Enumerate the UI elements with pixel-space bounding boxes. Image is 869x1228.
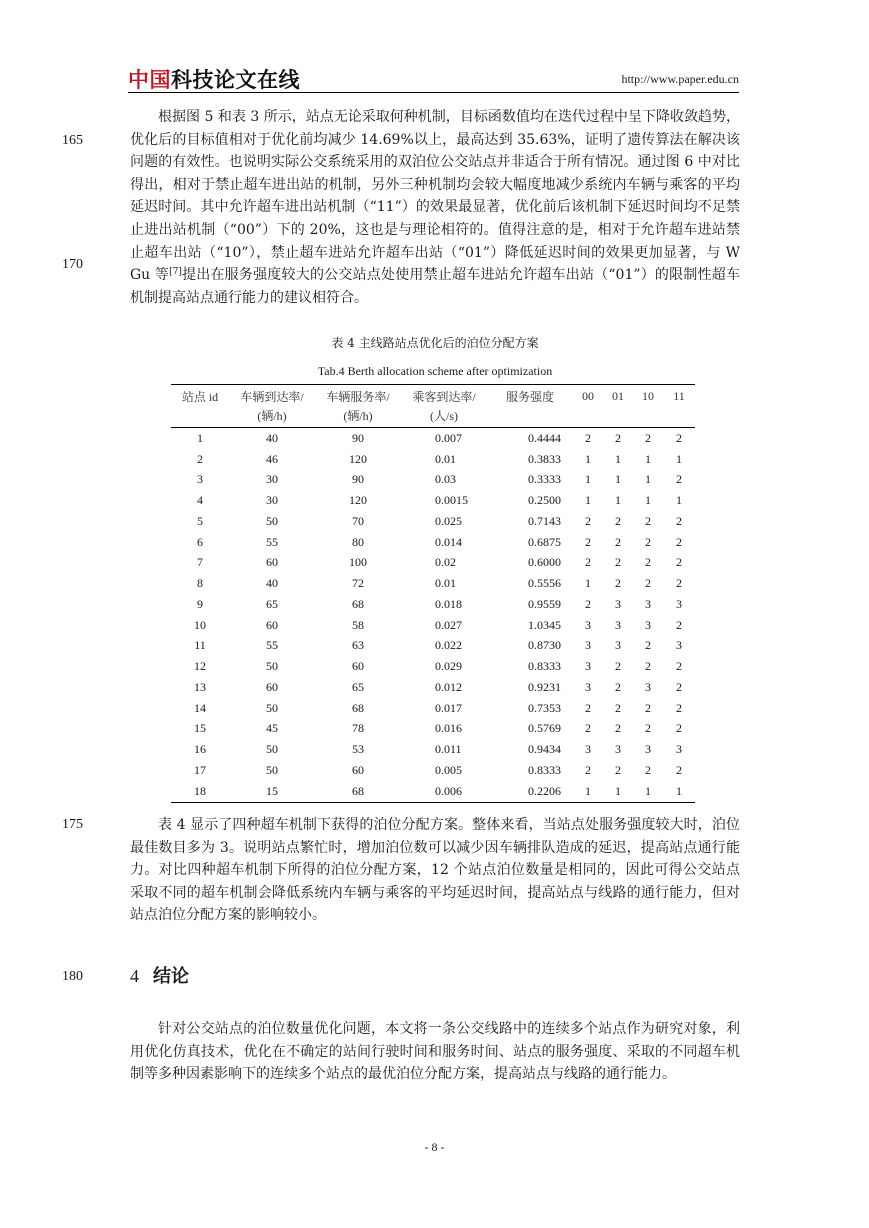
table-cell: 0.006	[401, 781, 487, 802]
table-cell: 0.007	[435, 430, 462, 445]
table-cell: 3	[645, 742, 651, 757]
table-cell: 1.0345	[528, 617, 561, 632]
table-cell: 0.3333	[528, 472, 561, 487]
table-cell: 0.012	[435, 679, 462, 694]
table-row	[171, 553, 695, 574]
table-cell: 2	[585, 555, 591, 570]
table-cell: 10	[194, 617, 206, 632]
table-header-unit-cell	[573, 407, 603, 428]
table-caption-cn: 表 4 主线路站点优化后的泊位分配方案	[331, 336, 539, 350]
logo-part-black: 科技论文在线	[171, 68, 300, 92]
table-cell: 9	[197, 596, 203, 611]
table-cell: 30	[266, 493, 278, 508]
table-cell: 90	[352, 430, 364, 445]
table-cell: 2	[585, 721, 591, 736]
table-cell: 40	[266, 430, 278, 445]
table-cell: 1	[663, 781, 695, 802]
table-cell: 2	[676, 513, 682, 528]
table-cell: 3	[645, 596, 651, 611]
table-cell: 0.014	[435, 534, 462, 549]
table-cell: 3	[615, 638, 621, 653]
table-cell: 0.8730	[528, 638, 561, 653]
table-cell: 0.4444	[528, 430, 561, 445]
table-cell: 0.3833	[528, 451, 561, 466]
table-header-unit-cell	[633, 407, 663, 428]
table-cell: 0.7353	[528, 700, 561, 715]
table-cell: 2	[585, 762, 591, 777]
table-cell: 2	[585, 596, 591, 611]
table-cell: 15	[229, 781, 315, 802]
line-number-180: 180	[62, 969, 83, 984]
line-number-170: 170	[62, 257, 83, 272]
table-cell: 2	[615, 555, 621, 570]
table-cell: 1	[585, 451, 591, 466]
table-cell: 1	[676, 451, 682, 466]
table-cell: 50	[266, 700, 278, 715]
section-title: 结论	[153, 966, 189, 987]
table-cell: 1	[676, 493, 682, 508]
table-header-cell: 乘客到达率/	[401, 385, 487, 408]
table-header-unit-cell	[487, 407, 573, 428]
table-header-cell: 11	[663, 385, 695, 408]
paragraph-results-part2: 提出在服务强度较大的公交站点处使用禁止超车进站允许超车出站（“01”）的限制性超车机制提高站点通行能力的建议相符合。	[130, 267, 740, 306]
table-row	[171, 449, 695, 470]
table-cell: 1	[603, 781, 633, 802]
journal-logo	[128, 64, 300, 94]
table-cell: 2	[197, 451, 203, 466]
paragraph-table-discussion: 表 4 显示了四种超车机制下获得的泊位分配方案。整体来看，当站点处服务强度较大时，泊位最佳数目多为 3。说明站点繁忙时，增加泊位数可以减少因车辆排队造成的延迟，提高站点通行能力。对比四种超车机制下所得的泊位分配方案，12 个站点泊位数量是相同的，因此可得公交站点采取不同的超车机制会降低系统内车辆与乘客的平均延迟时间，提高站点与线路的通行能力，但对站点泊位分配方案的影响较小。	[130, 817, 740, 924]
table-row	[171, 594, 695, 615]
table-cell: 2	[676, 472, 682, 487]
table-cell: 0.9559	[528, 596, 561, 611]
table-cell: 11	[194, 638, 206, 653]
table-row	[171, 760, 695, 781]
table-cell: 50	[266, 659, 278, 674]
table-cell: 0.029	[435, 659, 462, 674]
table-cell: 68	[315, 781, 401, 802]
table-cell: 46	[266, 451, 278, 466]
paragraph-results	[130, 106, 740, 309]
table-cell: 18	[171, 781, 229, 802]
table-cell: 6	[197, 534, 203, 549]
table-row	[171, 428, 695, 449]
table-cell: 40	[266, 576, 278, 591]
table-cell: 3	[676, 742, 682, 757]
table-cell: 5	[197, 513, 203, 528]
table-header-unit-cell	[663, 407, 695, 428]
table-cell: 2	[585, 700, 591, 715]
table-row	[171, 490, 695, 511]
table-cell: 0.02	[435, 555, 456, 570]
table-header-cell: 00	[573, 385, 603, 408]
table-cell: 68	[352, 596, 364, 611]
table-cell: 0.01	[435, 451, 456, 466]
table-cell: 3	[585, 679, 591, 694]
table-row	[171, 698, 695, 719]
table-cell: 2	[676, 679, 682, 694]
table-cell: 2	[615, 576, 621, 591]
table-row	[171, 636, 695, 657]
table-cell: 60	[266, 555, 278, 570]
table-cell: 2	[645, 762, 651, 777]
table-cell: 3	[197, 472, 203, 487]
table-cell: 1	[585, 472, 591, 487]
table-cell: 0.6875	[528, 534, 561, 549]
table-cell: 2	[676, 659, 682, 674]
table-row	[171, 532, 695, 553]
table-cell: 16	[194, 742, 206, 757]
table-cell: 90	[352, 472, 364, 487]
table-cell: 13	[194, 679, 206, 694]
table-row	[171, 470, 695, 491]
table-cell: 55	[266, 534, 278, 549]
table-cell: 2	[585, 534, 591, 549]
table-cell: 60	[266, 679, 278, 694]
table-cell: 0.03	[435, 472, 456, 487]
table-cell: 0.027	[435, 617, 462, 632]
table-cell: 68	[352, 700, 364, 715]
table-cell: 2	[645, 430, 651, 445]
table-cell: 0.011	[435, 742, 462, 757]
table-cell: 3	[585, 742, 591, 757]
table-cell: 78	[352, 721, 364, 736]
table-cell: 2	[645, 576, 651, 591]
page-header	[128, 64, 739, 92]
table-cell: 1	[197, 430, 203, 445]
table-cell: 30	[266, 472, 278, 487]
section-heading	[130, 962, 189, 988]
table-header-unit-cell: (辆/h)	[315, 407, 401, 428]
table-cell: 65	[352, 679, 364, 694]
table-row	[171, 615, 695, 636]
paragraph-conclusion: 针对公交站点的泊位数量优化问题，本文将一条公交线路中的连续多个站点作为研究对象，利用优化仿真技术，优化在不确定的站间行驶时间和服务时间、站点的服务强度、采取的不同超车机制等多种因素影响下的连续多个站点的最优泊位分配方案，提高站点与线路的通行能力。	[130, 1021, 740, 1083]
table-cell: 17	[194, 762, 206, 777]
table-cell: 0.025	[435, 513, 462, 528]
table-cell: 3	[645, 679, 651, 694]
table-cell: 14	[194, 700, 206, 715]
table-cell: 0.8333	[528, 659, 561, 674]
table-cell: 0.6000	[528, 555, 561, 570]
table-cell: 3	[585, 659, 591, 674]
table-cell: 72	[352, 576, 364, 591]
table-row	[171, 719, 695, 740]
table-cell: 0.5769	[528, 721, 561, 736]
table-cell: 2	[676, 576, 682, 591]
table-header-cell: 站点 id	[171, 385, 229, 408]
table-header-unit-cell	[603, 407, 633, 428]
table-cell: 1	[585, 576, 591, 591]
table-header-unit-cell: (辆/h)	[229, 407, 315, 428]
table-cell: 1	[573, 781, 603, 802]
table-cell: 3	[676, 596, 682, 611]
table-cell: 0.022	[435, 638, 462, 653]
table-cell: 2	[676, 617, 682, 632]
table-cell: 60	[352, 659, 364, 674]
table-cell: 2	[645, 721, 651, 736]
table-header-units-row	[171, 407, 695, 428]
table-cell: 45	[266, 721, 278, 736]
table-cell: 60	[266, 617, 278, 632]
table-cell: 2	[676, 555, 682, 570]
table-header-unit-cell	[171, 407, 229, 428]
table-cell: 0.9434	[528, 742, 561, 757]
table-header-cell: 车辆服务率/	[315, 385, 401, 408]
table-row	[171, 511, 695, 532]
berth-allocation-table	[171, 384, 695, 803]
table-cell: 2	[615, 721, 621, 736]
header-url[interactable]: http://www.paper.edu.cn	[621, 72, 739, 86]
table-cell: 2	[645, 638, 651, 653]
table-cell: 2	[615, 679, 621, 694]
table-cell: 2	[676, 762, 682, 777]
table-cell: 2	[615, 534, 621, 549]
line-number-165: 165	[62, 133, 83, 148]
table-cell: 8	[197, 576, 203, 591]
table-cell: 70	[352, 513, 364, 528]
section-number: 4	[130, 966, 139, 986]
table-cell: 0.2206	[487, 781, 573, 802]
table-cell: 120	[349, 451, 367, 466]
table-cell: 2	[615, 513, 621, 528]
table-cell: 3	[615, 617, 621, 632]
table-cell: 0.01	[435, 576, 456, 591]
table-row	[171, 781, 695, 802]
table-cell: 2	[615, 430, 621, 445]
table-cell: 15	[194, 721, 206, 736]
table-cell: 2	[615, 762, 621, 777]
table-cell: 3	[585, 617, 591, 632]
table-cell: 1	[645, 451, 651, 466]
table-cell: 0.7143	[528, 513, 561, 528]
table-cell: 100	[349, 555, 367, 570]
table-cell: 2	[585, 513, 591, 528]
table-cell: 2	[645, 513, 651, 528]
table-row	[171, 656, 695, 677]
table-row	[171, 739, 695, 760]
table-cell: 3	[645, 617, 651, 632]
table-cell: 2	[676, 721, 682, 736]
table-row	[171, 573, 695, 594]
table-header-unit-cell: (人/s)	[401, 407, 487, 428]
table-cell: 2	[676, 430, 682, 445]
table-cell: 0.017	[435, 700, 462, 715]
table-cell: 1	[633, 781, 663, 802]
table-cell: 2	[645, 555, 651, 570]
table-cell: 58	[352, 617, 364, 632]
table-cell: 0.0015	[435, 493, 468, 508]
table-cell: 50	[266, 742, 278, 757]
table-cell: 0.2500	[528, 493, 561, 508]
table-header-cell: 01	[603, 385, 633, 408]
table-cell: 2	[645, 534, 651, 549]
table-cell: 65	[266, 596, 278, 611]
table-row	[171, 677, 695, 698]
table-cell: 1	[615, 472, 621, 487]
table-cell: 3	[615, 596, 621, 611]
table-cell: 1	[615, 451, 621, 466]
table-body	[171, 428, 695, 803]
table-cell: 7	[197, 555, 203, 570]
table-cell: 2	[676, 700, 682, 715]
table-cell: 1	[585, 493, 591, 508]
header-rule	[128, 92, 739, 93]
table-cell: 3	[585, 638, 591, 653]
table-cell: 2	[645, 659, 651, 674]
table-cell: 120	[349, 493, 367, 508]
table-cell: 55	[266, 638, 278, 653]
table-cell: 12	[194, 659, 206, 674]
table-cell: 0.8333	[528, 762, 561, 777]
table-cell: 1	[645, 493, 651, 508]
table-cell: 2	[645, 700, 651, 715]
table-cell: 63	[352, 638, 364, 653]
table-cell: 0.005	[435, 762, 462, 777]
table-header-cell: 10	[633, 385, 663, 408]
table-cell: 2	[585, 430, 591, 445]
table-cell: 4	[197, 493, 203, 508]
table-cell: 1	[645, 472, 651, 487]
table-cell: 3	[615, 742, 621, 757]
table-cell: 0.5556	[528, 576, 561, 591]
table-cell: 50	[266, 513, 278, 528]
table-cell: 50	[266, 762, 278, 777]
table-header-cell: 车辆到达率/	[229, 385, 315, 408]
table-caption-en: Tab.4 Berth allocation scheme after optimization	[317, 364, 553, 378]
paragraph-results-part1: 根据图 5 和表 3 所示，站点无论采取何种机制，目标函数值均在迭代过程中呈下降收敛趋势，优化后的目标值相对于优化前均减少 14.69%以上，最高达到 35.63%，证明了遗传算法在解决该问题的有效性。也说明实际公交系统采用的双泊位公交站点并非适合于所有情况。通过图 6 中对比得出，相对于禁止超车进出站的机制，另外三种机制均会较大幅度地减少系统内车辆与乘客的平均延迟时间。其中允许超车进出站机制（“11”）的效果最显著，优化前后该机制下延迟时间均不足禁止进出站机制（“00”）下的 20%，这也是与理论相符的。值得注意的是，相对于允许超车进站禁止超车出站（“10”），禁止超车进站允许超车出站（“01”）降低延迟时间的效果更加显著，与 W Gu 等	[130, 109, 740, 284]
logo-part-red: 中国	[128, 68, 171, 92]
table-cell: 53	[352, 742, 364, 757]
table-cell: 60	[352, 762, 364, 777]
citation-7[interactable]: [7]	[169, 267, 182, 278]
table-cell: 2	[615, 700, 621, 715]
table-cell: 0.9231	[528, 679, 561, 694]
table-cell: 2	[676, 534, 682, 549]
table-cell: 2	[615, 659, 621, 674]
table-header-cell: 服务强度	[487, 385, 573, 408]
table-cell: 3	[676, 638, 682, 653]
table-header-row	[171, 385, 695, 408]
table-cell: 80	[352, 534, 364, 549]
table-cell: 0.018	[435, 596, 462, 611]
line-number-175: 175	[62, 817, 83, 832]
table-cell: 1	[615, 493, 621, 508]
table-cell: 0.016	[435, 721, 462, 736]
page-number: - 8 -	[424, 1140, 445, 1154]
